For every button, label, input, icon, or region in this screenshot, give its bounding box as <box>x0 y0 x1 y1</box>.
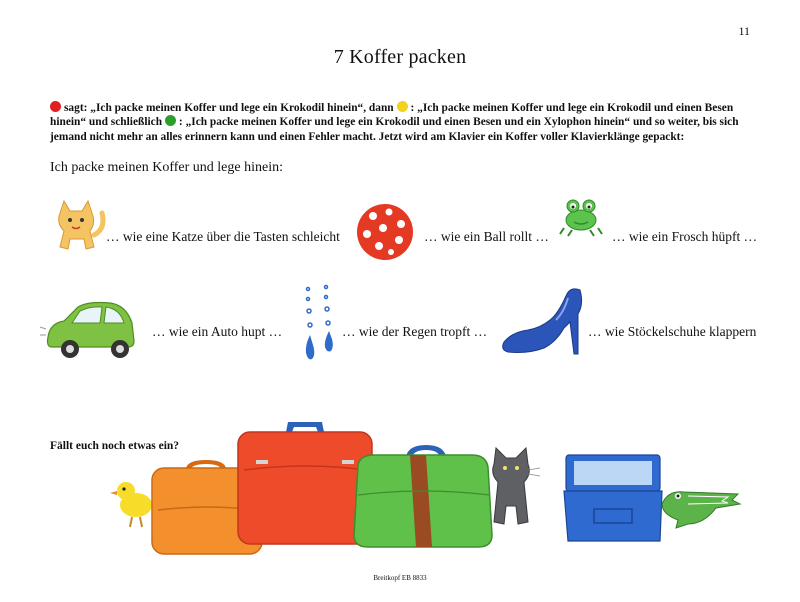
page-number: 11 <box>738 24 750 38</box>
page-title: 7 Koffer packen <box>333 46 467 68</box>
ball-icon <box>355 202 415 262</box>
caption-rain: … wie der Regen tropft … <box>342 324 488 339</box>
crocodile-icon <box>658 484 744 530</box>
caption-ball: … wie ein Ball rollt … <box>424 229 549 244</box>
frog-icon <box>558 192 604 238</box>
car-icon <box>40 297 140 363</box>
caption-cat: … wie eine Katze über die Tasten schleicht <box>106 229 340 244</box>
high-heel-icon <box>498 284 584 358</box>
green-suitcase-icon <box>350 443 496 551</box>
instructions-part-3: : „Ich packe meinen Koffer und lege ein Krokodil und einen Besen und ein Xylophon hinein“ und so weiter, bis sich jemand nicht mehr an alles erinnern kann und einen Fehler macht. Jetzt wird am Klavier ein Koffer voller Klavierklänge gepackt: <box>50 116 739 143</box>
caption-heels: … wie Stöckelschuhe klappern <box>588 324 757 339</box>
caption-car: … wie ein Auto hupt … <box>152 324 283 339</box>
instructions-part-2: : „Ich packe meinen Koffer und lege ein Krokodil und einen Besen hinein“ und schließlich <box>50 102 734 129</box>
gray-cat-icon <box>486 446 540 530</box>
red-dot-icon <box>50 101 61 112</box>
yellow-dot-icon <box>397 101 408 112</box>
instructions-part-1: sagt: „Ich packe meinen Koffer und lege ein Krokodil hinein“, dann <box>64 102 394 114</box>
instructions-paragraph <box>50 101 756 144</box>
caption-frog: … wie ein Frosch hüpft … <box>612 229 758 244</box>
footer-publisher: Breitkopf EB 8833 <box>373 574 427 582</box>
cat-icon <box>50 195 110 255</box>
question-line: Fällt euch noch etwas ein? <box>50 440 180 452</box>
green-dot-icon <box>165 115 176 126</box>
intro-line: Ich packe meinen Koffer und lege hinein: <box>50 160 283 175</box>
raindrops-icon <box>298 283 338 373</box>
blue-case-icon <box>560 453 666 545</box>
